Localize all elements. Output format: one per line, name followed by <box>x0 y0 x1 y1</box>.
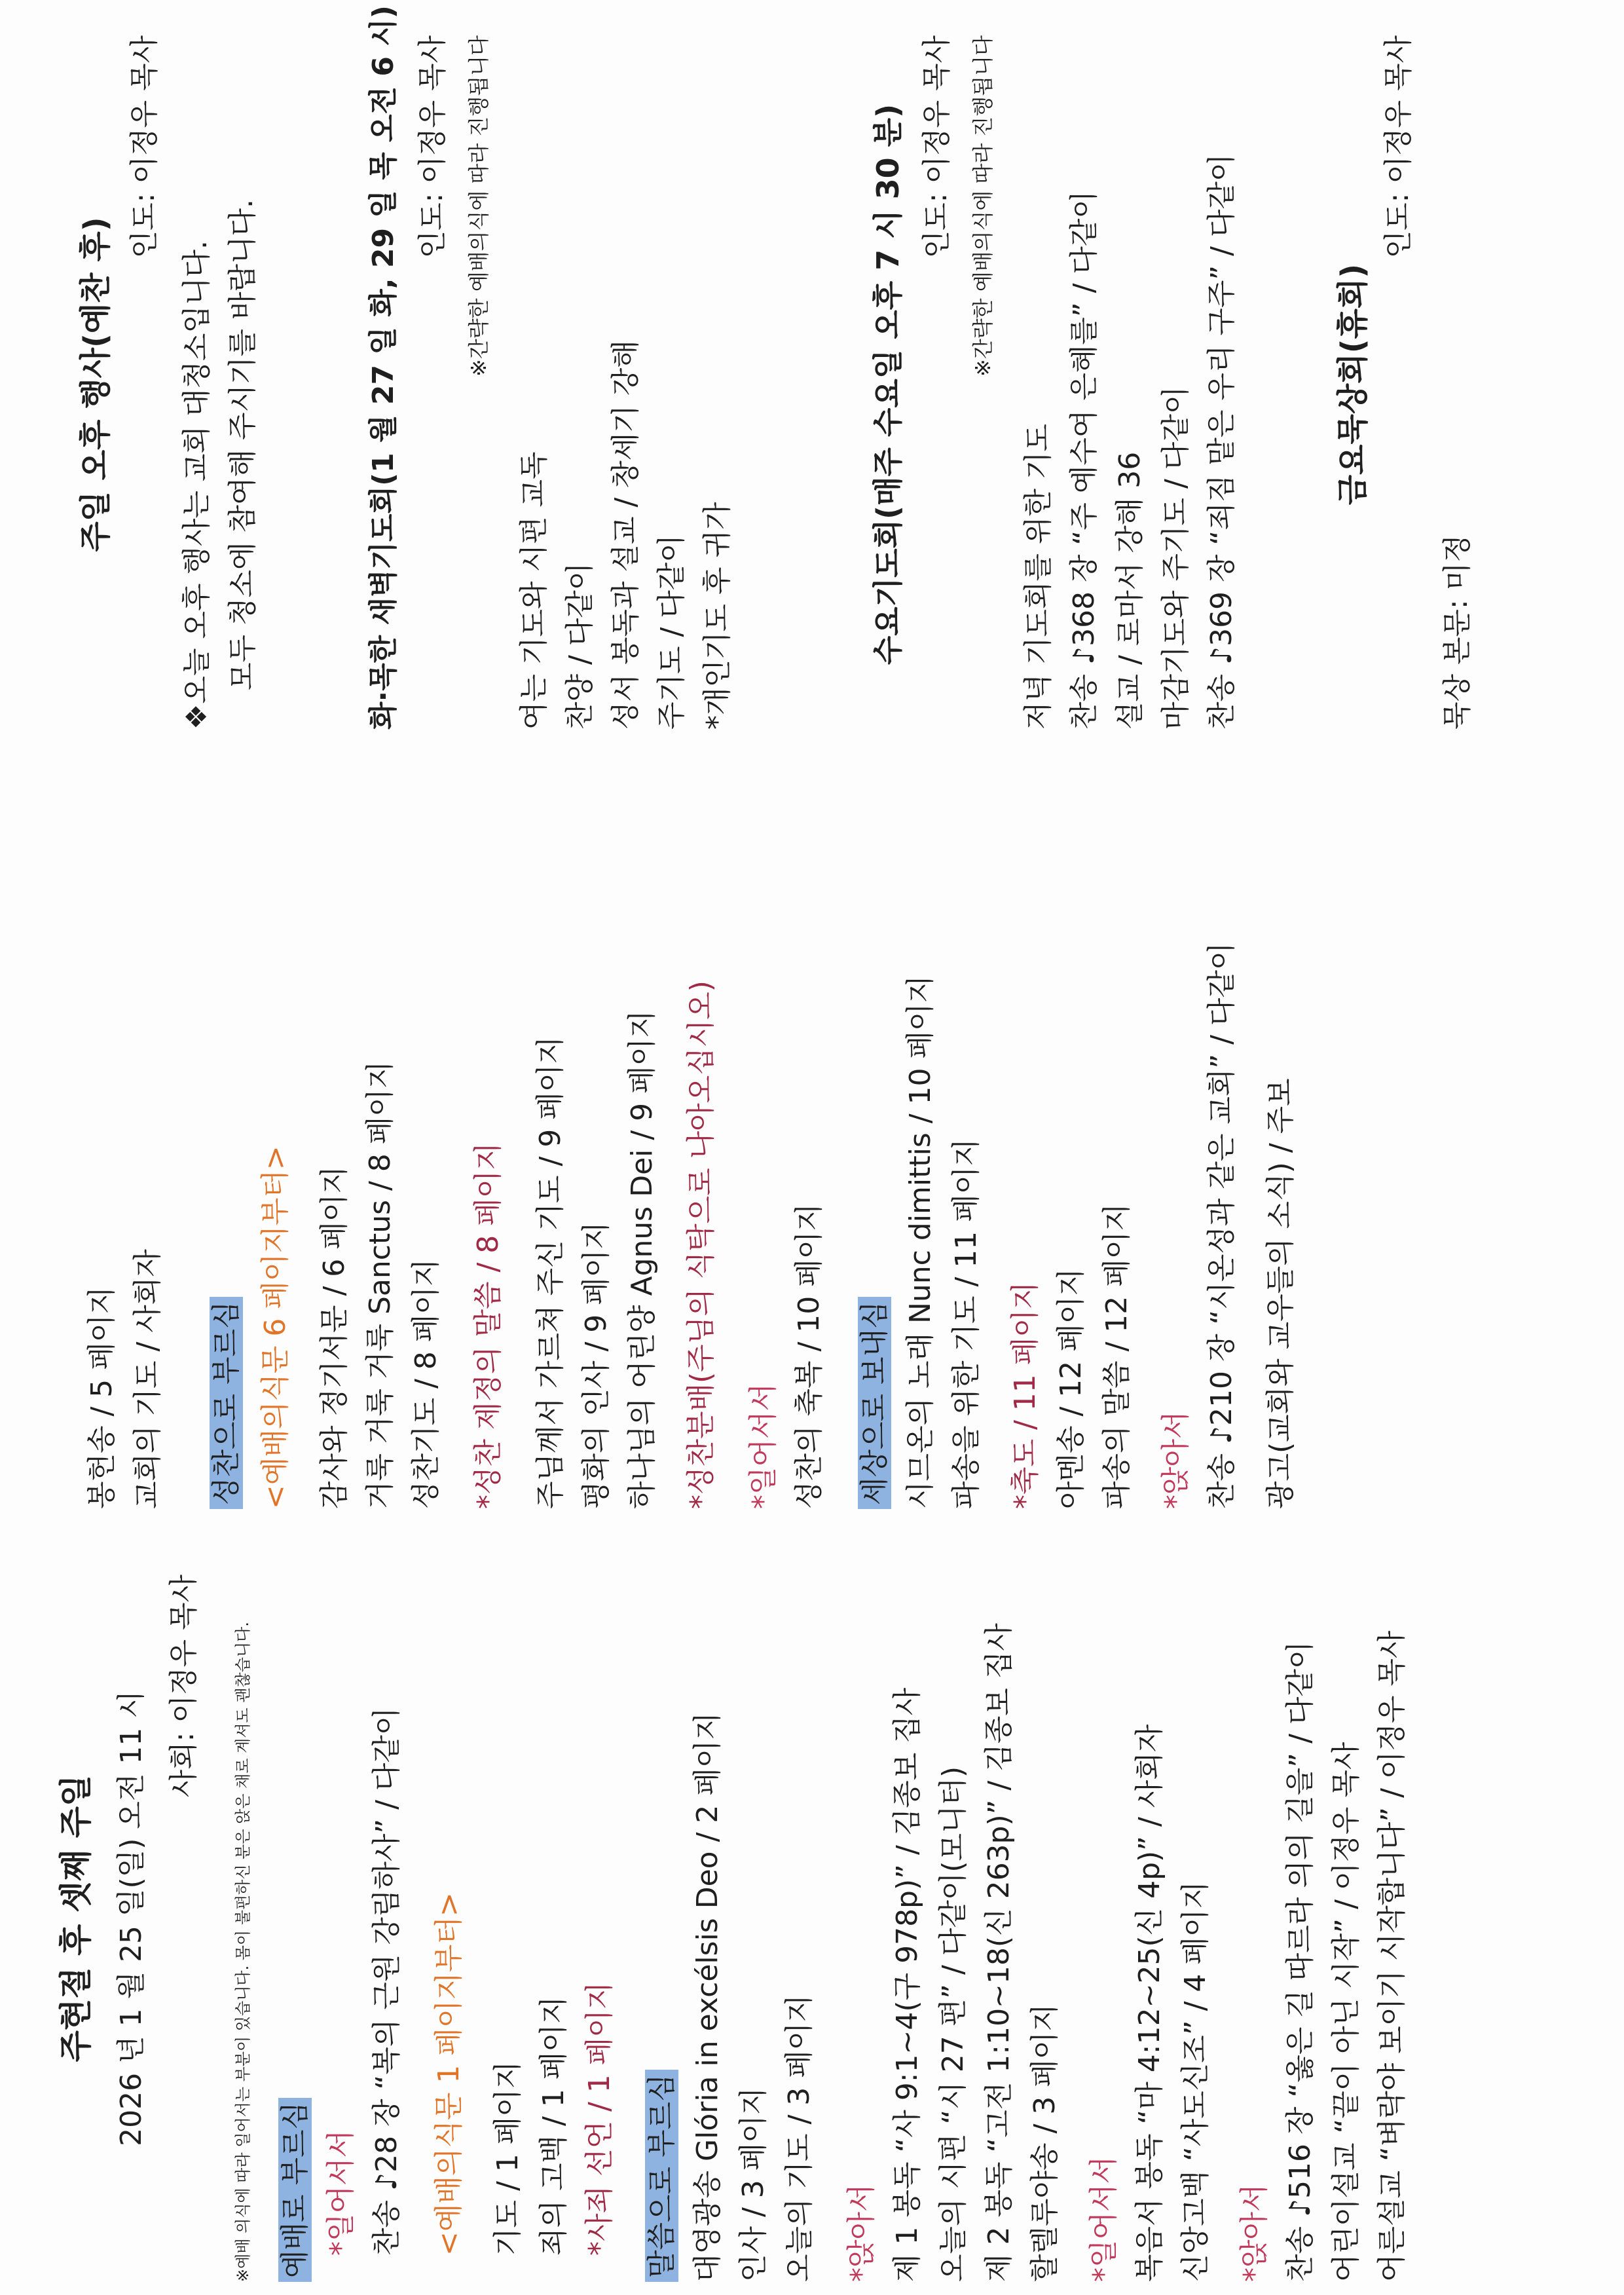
creed-item: 신앙고백 “사도신조” / 4 페이지 <box>1179 1881 1212 2282</box>
eucharistic-prayer: 성찬기도 / 8 페이지 <box>409 1258 443 1509</box>
worship-date: 2026 년 1 월 25 일(일) 오전 11 시 <box>115 1690 148 2146</box>
column-main-worship <box>0 1542 1624 2295</box>
first-reading: 제 1 봉독 “사 9:1~4(구 978p)” / 김종보 집사 <box>891 1687 924 2282</box>
alleluia-item: 할렐루야송 / 3 페이지 <box>1028 2004 1061 2282</box>
friday-meditation-title: 금요묵상회(휴회) <box>1335 263 1371 506</box>
gloria-item: 대영광송 Glória in excélsis Deo / 2 페이지 <box>691 1712 724 2282</box>
dawn-item: 여는 기도와 시편 교독 <box>517 451 551 730</box>
church-prayer-item: 교회의 기도 / 사회자 <box>131 1249 164 1509</box>
afternoon-line-2: 모두 청소에 참여해 주시기를 바랍니다. <box>226 199 259 690</box>
section-call-by-word: 말씀으로 부르심 <box>645 2070 678 2282</box>
peace-greeting: 평화의 인사 / 9 페이지 <box>580 1222 613 1509</box>
sending-prayer: 파송을 위한 기도 / 11 페이지 <box>950 1138 983 1509</box>
friday-lead: 인도: 이정우 목사 <box>1382 35 1415 259</box>
absolution-item: *사죄 선언 / 1 페이지 <box>583 1981 616 2256</box>
greeting-item: 인사 / 3 페이지 <box>737 2087 770 2282</box>
wednesday-note: ※간략한 예배의식에 따라 진행됩니다 <box>970 35 995 377</box>
wednesday-item: 찬송 ♪369 장 “죄짐 맡은 우리 구주” / 다같이 <box>1205 153 1238 730</box>
confession-item: 죄의 고백 / 1 페이지 <box>537 1996 570 2256</box>
ritual-page-1: <예배의식문 1 페이지부터> <box>432 1892 466 2256</box>
sanctus-item: 거룩 거룩 거룩 Sanctus / 8 페이지 <box>363 1060 397 1509</box>
dawn-item: *개인기도 후 귀가 <box>701 502 734 730</box>
opening-hymn: 찬송 ♪28 장 “복의 근원 강림하사” / 다같이 <box>370 1707 403 2256</box>
today-prayer-item: 오늘의 기도 / 3 페이지 <box>783 1994 816 2282</box>
adult-sermon: 어른설교 “벼락야 보이기 시작합니다” / 이정우 목사 <box>1375 1630 1409 2282</box>
column-communion <box>0 782 1624 1522</box>
wednesday-item: 설교 / 로마서 강해 36 <box>1113 451 1147 730</box>
sit-label: *앉아서 <box>1238 2184 1271 2282</box>
nunc-dimittis: 시므온의 노래 Nunc dimittis / 10 페이지 <box>904 975 937 1509</box>
offering-item: 봉헌송 / 5 페이지 <box>85 1286 119 1509</box>
institution-words: *성찬 제정의 말씀 / 8 페이지 <box>471 1142 505 1509</box>
hymn-item: 찬송 ♪516 장 “옳은 길 따르라 의의 길을” / 다같이 <box>1283 1641 1317 2282</box>
wednesday-lead: 인도: 이정우 목사 <box>920 35 953 259</box>
sit-label: *앉아서 <box>1159 1411 1192 1509</box>
ritual-page-6: <예배의식문 6 페이지부터> <box>259 1146 292 1509</box>
friday-text: 묵상 본문: 미정 <box>1441 534 1474 730</box>
dawn-item: 성서 봉독과 설교 / 창세기 강해 <box>609 340 642 730</box>
column-weekly-events <box>0 0 1624 769</box>
dawn-item: 찬양 / 다같이 <box>563 562 597 730</box>
amen-item: 아멘송 / 12 페이지 <box>1054 1268 1088 1509</box>
stand-label: *일어서서 <box>324 2129 358 2256</box>
closing-hymn: 찬송 ♪210 장 “시온성과 같은 교회” / 다같이 <box>1205 942 1238 1509</box>
section-communion: 성찬으로 부르심 <box>210 1297 243 1509</box>
afternoon-event-title: 주일 오후 행사(예찬 후) <box>77 217 114 552</box>
communion-blessing: 성찬의 축복 / 10 페이지 <box>792 1203 826 1509</box>
agnus-dei: 하나님의 어린양 Agnus Dei / 9 페이지 <box>625 1010 659 1509</box>
worship-note: ※예배 의식에 따라 일어서는 부분이 있습니다. 몸이 불편하신 분은 앉은 채로 계셔도 괜찮습니다. <box>234 1622 252 2282</box>
stand-label: *일어서서 <box>747 1383 780 1509</box>
thanksgiving-item: 감사와 정기서문 / 6 페이지 <box>318 1166 351 1509</box>
sending-word: 파송의 말씀 / 12 페이지 <box>1100 1203 1134 1509</box>
second-reading: 제 2 봉독 “고전 1:10~18(신 263p)” / 김종보 집사 <box>982 1623 1016 2282</box>
gospel-reading: 복음서 봉독 “마 4:12~25(신 4p)” / 사회자 <box>1133 1724 1166 2282</box>
section-sending: 세상으로 보내심 <box>858 1297 891 1509</box>
dawn-prayer-title: 화·목한 새벽기도회(1 월 27 일 화, 29 일 목 오전 6 시) <box>367 5 400 730</box>
wednesday-prayer-title: 수요기도회(매주 수요일 오후 7 시 30 분) <box>870 103 906 665</box>
children-sermon: 어린이설교 “끝이 아닌 시작” / 이정우 목사 <box>1329 1742 1363 2282</box>
afternoon-lead: 인도: 이정우 목사 <box>128 35 161 259</box>
worship-title: 주현절 후 셋째 주일 <box>57 1774 95 2062</box>
stand-label: *일어서서 <box>1087 2155 1120 2282</box>
psalm-item: 오늘의 시편 “시 27 편” / 다같이(모니터) <box>936 1766 970 2282</box>
afternoon-line-1: ❖오늘 오후 행사는 교회 대청소입니다. <box>180 240 213 730</box>
communion-distribution: *성찬분배(주님의 식탁으로 나아오십시오) <box>684 980 718 1509</box>
sit-label: *앉아서 <box>845 2184 878 2282</box>
section-call-to-worship: 예배로 부르심 <box>278 2098 312 2282</box>
announcements: 광고(교회와 교우들의 소식) / 주보 <box>1264 1078 1297 1509</box>
wednesday-item: 마감기도와 주기도 / 다같이 <box>1159 386 1192 730</box>
dawn-lead: 인도: 이정우 목사 <box>416 35 449 259</box>
dawn-note: ※간략한 예배의식에 따라 진행됩니다 <box>466 35 491 377</box>
prayer-item: 기도 / 1 페이지 <box>491 2061 525 2256</box>
host-name: 사회: 이정우 목사 <box>167 1575 200 1798</box>
wednesday-item: 저녁 기도회를 위한 기도 <box>1022 424 1055 730</box>
lords-prayer: 주님께서 가르쳐 주신 기도 / 9 페이지 <box>534 1036 567 1509</box>
dawn-item: 주기도 / 다같이 <box>655 534 688 730</box>
wednesday-item: 찬송 ♪368 장 “주 예수여 은혜를” / 다같이 <box>1067 191 1101 730</box>
benediction-item: *축도 / 11 페이지 <box>1008 1281 1042 1509</box>
